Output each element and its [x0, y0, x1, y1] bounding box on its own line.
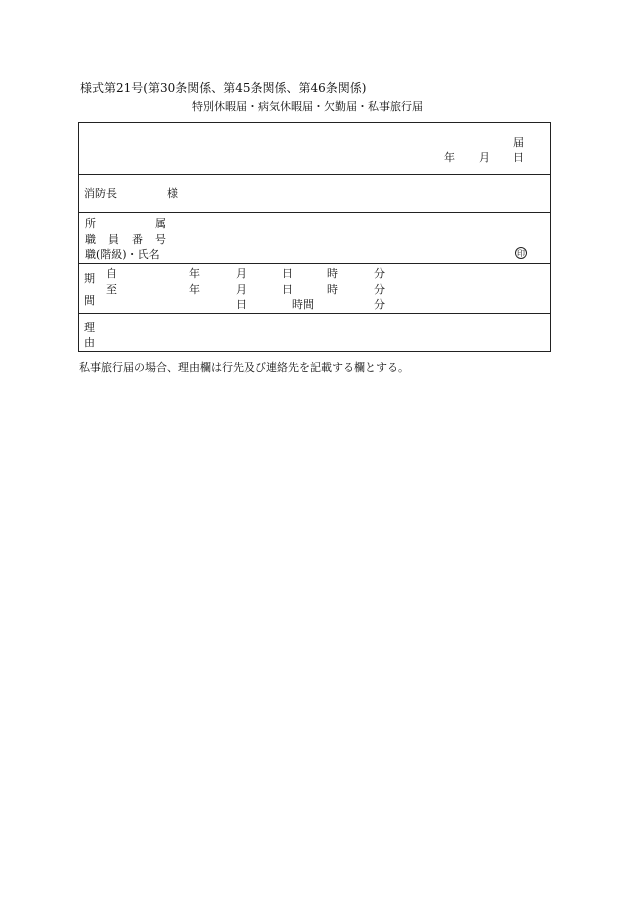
date-year-label: 年 [444, 151, 455, 164]
row-divider-period [79, 313, 550, 314]
staff-number-label-2: 員 [108, 233, 119, 246]
to-day-label: 日 [282, 283, 293, 296]
date-month-label: 月 [479, 151, 490, 164]
addressee-honorific: 様 [167, 187, 178, 200]
total-hours-label: 時間 [292, 298, 314, 311]
period-label-2: 間 [84, 294, 95, 307]
period-from-label: 自 [106, 267, 117, 280]
form-title: 特別休暇届・病気休暇届・欠勤届・私事旅行届 [192, 100, 423, 113]
staff-number-label-3: 番 [132, 233, 143, 246]
row-divider-addressee [79, 212, 550, 213]
from-month-label: 月 [236, 267, 247, 280]
from-minute-label: 分 [374, 267, 385, 280]
reason-label-1: 理 [84, 321, 95, 334]
period-to-label: 至 [106, 283, 117, 296]
affiliation-label-1: 所 [85, 217, 96, 230]
staff-number-label-1: 職 [85, 233, 96, 246]
row-divider-date [79, 174, 550, 175]
period-label-1: 期 [84, 272, 95, 285]
from-year-label: 年 [189, 267, 200, 280]
to-minute-label: 分 [374, 283, 385, 296]
to-year-label: 年 [189, 283, 200, 296]
total-minute-label: 分 [374, 298, 385, 311]
rank-name-label: 職(階級)・氏名 [85, 248, 160, 261]
date-day-label: 日 [513, 151, 524, 164]
from-hour-label: 時 [327, 267, 338, 280]
footnote: 私事旅行届の場合、理由欄は行先及び連絡先を記載する欄とする。 [79, 361, 409, 374]
addressee-chief: 消防長 [84, 187, 117, 200]
total-day-label: 日 [236, 298, 247, 311]
submit-label: 届 [513, 136, 524, 149]
affiliation-label-2: 属 [155, 217, 166, 230]
from-day-label: 日 [282, 267, 293, 280]
seal-icon: 印 [517, 249, 525, 258]
leave-form-table [78, 122, 551, 352]
to-month-label: 月 [236, 283, 247, 296]
form-number: 様式第21号(第30条関係、第45条関係、第46条関係) [80, 81, 367, 95]
staff-number-label-4: 号 [155, 233, 166, 246]
row-divider-applicant [79, 263, 550, 264]
to-hour-label: 時 [327, 283, 338, 296]
reason-label-2: 由 [84, 336, 95, 349]
